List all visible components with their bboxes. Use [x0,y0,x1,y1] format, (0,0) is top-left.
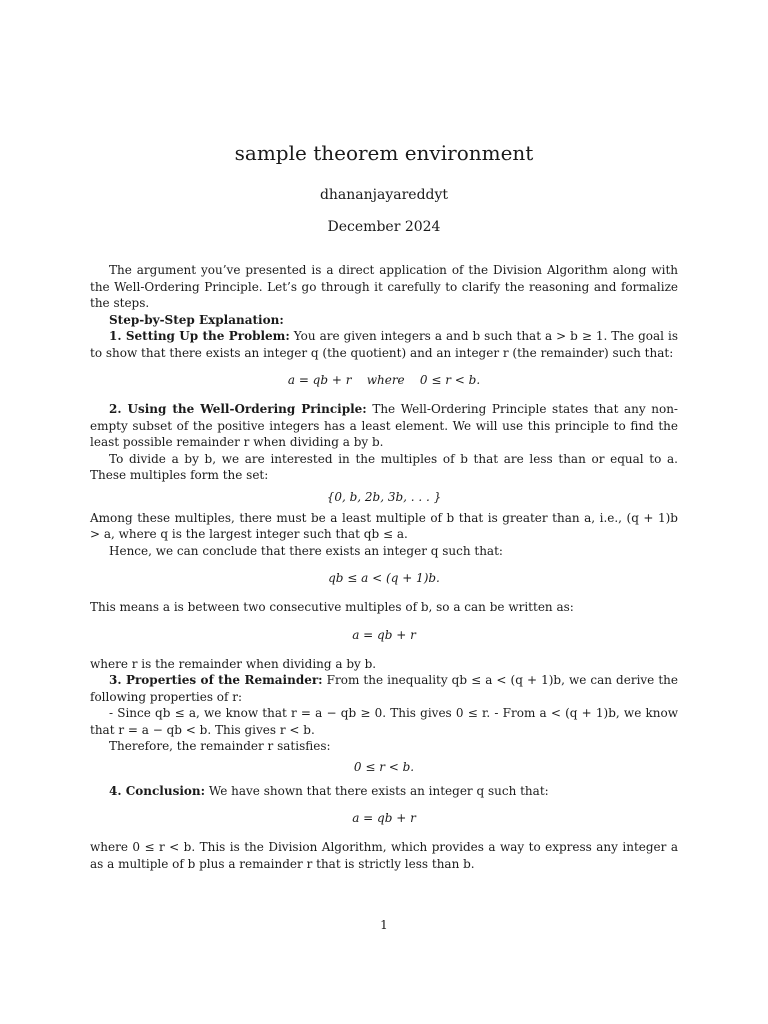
equation-division-text: a = qb + r where 0 ≤ r < b. [287,373,481,387]
section-1-heading: 1. Setting Up the Problem: [109,329,290,343]
equation-inequality-text: qb ≤ a < (q + 1)b. [328,571,440,585]
section-3-text: From the inequality qb ≤ a < (q + 1)b, we can derive the following properties of r: [90,673,678,704]
document-title: sample theorem environment [234,141,534,165]
section-4-heading: 4. Conclusion: [109,783,206,798]
title-block [0,138,768,237]
section-2-paragraph-2: To divide a by b, we are interested in the multiples of b that are less than or equal to a. These multiples form the set: [90,451,678,482]
equation-conclusion [90,809,678,827]
equation-qb-plus-r [90,626,678,644]
section-1-paragraph [90,328,678,361]
equation-qb-plus-r-text: a = qb + r [352,627,416,642]
equation-remainder-bounds [90,758,678,776]
intro-paragraph: The argument you’ve presented is a direct application of the Division Algorithm along with the Well-Ordering Principle. Let’s go through it carefully to clarify the reasoning and formalize the steps. [90,263,678,310]
section-2-text: The Well-Ordering Principle states that any non-empty subset of the positive integers has a least element. We will use this principle to find the least possible remainder r when dividing a by b. [90,402,678,449]
section-2-paragraph [90,401,678,451]
document-author: dhananjayareddyt [319,187,449,203]
equation-remainder-bounds-text: 0 ≤ r < b. [353,759,415,774]
document-date: December 2024 [327,219,441,235]
section-4-paragraph-2: where 0 ≤ r < b. This is the Division Algorithm, which provides a way to express any integer a as a multiple of b plus a remainder r that is strictly less than b. [90,840,678,871]
equation-inequality [90,569,678,587]
document-body [90,262,678,872]
section-2-heading: 2. Using the Well-Ordering Principle: [109,402,367,416]
section-4-paragraph [90,783,678,800]
equation-conclusion-text: a = qb + r [352,811,416,825]
equation-division [90,371,678,389]
step-heading: Step-by-Step Explanation: [109,312,284,327]
section-3-heading: 3. Properties of the Remainder: [109,673,323,687]
equation-multiples-set [90,488,678,506]
section-4-text: We have shown that there exists an integer q such that: [205,783,549,798]
section-3-paragraph-2: - Since qb ≤ a, we know that r = a − qb ≥ 0. This gives 0 ≤ r. - From a < (q + 1)b, we know that r = a − qb < b. This gives r < b. [90,706,678,737]
section-3-paragraph [90,672,678,705]
section-2-paragraph-5: This means a is between two consecutive multiples of b, so a can be written as: [90,600,574,614]
section-1-text: You are given integers a and b such that a > b ≥ 1. The goal is to show that there exists an integer q (the quotient) and an integer r (the remainder) such that: [90,329,678,360]
step-heading-paragraph [90,312,678,329]
section-2-paragraph-4: Hence, we can conclude that there exists an integer q such that: [109,543,503,558]
page-number: 1 [380,918,388,932]
equation-multiples-set-text: {0, b, 2b, 3b, . . . } [326,489,442,504]
section-2-paragraph-6: where r is the remainder when dividing a by b. [90,656,377,671]
section-2-paragraph-3: Among these multiples, there must be a least multiple of b that is greater than a, i.e., (q + 1)b > a, where q is the largest integer such that qb ≤ a. [90,510,678,541]
section-3-paragraph-3: Therefore, the remainder r satisfies: [109,739,331,753]
